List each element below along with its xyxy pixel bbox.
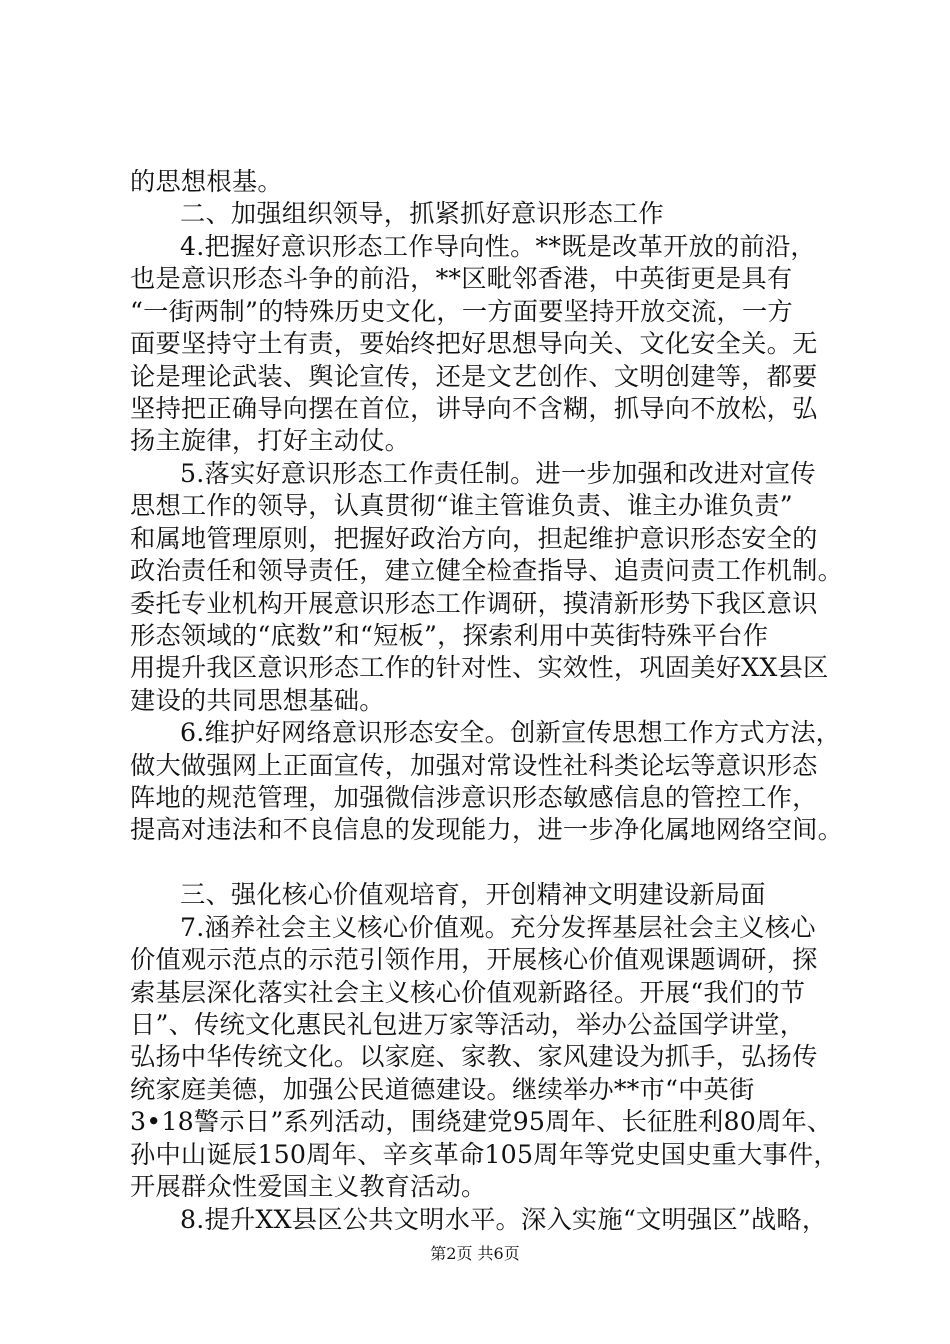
text-line: 提高对违法和不良信息的发现能力，进一步净化属地网络空间。 — [130, 815, 844, 845]
paragraph-start: 5.落实好意识形态工作责任制。进一步加强和改进对宣传 — [180, 458, 816, 488]
text-line: 阵地的规范管理，加强微信涉意识形态敏感信息的管控工作， — [130, 783, 818, 813]
paragraph-start: 7.涵养社会主义核心价值观。充分发挥基层社会主义核心 — [180, 912, 816, 942]
text-line: 也是意识形态斗争的前沿，**区毗邻香港，中英街更是具有 — [130, 264, 793, 294]
text-line: 索基层深化落实社会主义核心价值观新路径。开展“我们的节 — [130, 977, 806, 1007]
text-line: 弘扬中华传统文化。以家庭、家教、家风建设为抓手，弘扬传 — [130, 1042, 818, 1072]
text-line: 孙中山诞辰150周年、辛亥革命105周年等党史国史重大事件， — [130, 1139, 839, 1169]
paragraph-start: 8.提升XX县区公共文明水平。深入实施“文明强区”战略， — [180, 1204, 828, 1234]
text-line: 政治责任和领导责任，建立健全检查指导、追责问责工作机制。 — [130, 556, 844, 586]
text-line: 用提升我区意识形态工作的针对性、实效性，巩固美好XX县区 — [130, 653, 829, 683]
text-line: “一街两制”的特殊历史文化，一方面要坚持开放交流，一方 — [130, 296, 793, 326]
text-line: 扬主旋律，打好主动仗。 — [130, 426, 411, 456]
section-heading: 二、加强组织领导，抓紧抓好意识形态工作 — [180, 199, 664, 229]
text-line: 建设的共同思想基础。 — [130, 685, 385, 715]
text-line: 论是理论武装、舆论宣传，还是文艺创作、文明创建等，都要 — [130, 361, 818, 391]
text-line: 3•18警示日”系列活动，围绕建党95周年、长征胜利80周年、 — [130, 1107, 833, 1137]
section-heading: 三、强化核心价值观培育，开创精神文明建设新局面 — [180, 880, 766, 910]
text-line: 和属地管理原则，把握好政治方向，担起维护意识形态安全的 — [130, 523, 818, 553]
page-footer: 第2页 共6页 — [430, 1244, 520, 1263]
text-line: 委托专业机构开展意识形态工作调研，摸清新形势下我区意识 — [130, 588, 818, 618]
text-line: 价值观示范点的示范引领作用，开展核心价值观课题调研，探 — [130, 945, 818, 975]
text-line: 日”、传统文化惠民礼包进万家等活动，举办公益国学讲堂， — [130, 1010, 806, 1040]
text-line: 统家庭美德，加强公民道德建设。继续举办**市“中英街 — [130, 1074, 755, 1104]
text-line: 坚持把正确导向摆在首位，讲导向不含糊，抓导向不放松，弘 — [130, 393, 818, 423]
text-line: 形态领域的“底数”和“短板”，探索利用中英街特殊平台作 — [130, 620, 769, 650]
text-line: 做大做强网上正面宣传，加强对常设性社科类论坛等意识形态 — [130, 750, 818, 780]
paragraph-start: 6.维护好网络意识形态安全。创新宣传思想工作方式方法， — [180, 718, 842, 748]
text-line: 面要坚持守土有责，要始终把好思想导向关、文化安全关。无 — [130, 329, 818, 359]
text-line: 思想工作的领导，认真贯彻“谁主管谁负责、谁主办谁负责” — [130, 491, 793, 521]
text-line: 的思想根基。 — [130, 167, 283, 196]
paragraph-start: 4.把握好意识形态工作导向性。**既是改革开放的前沿， — [180, 231, 816, 261]
text-line: 开展群众性爱国主义教育活动。 — [130, 1172, 487, 1202]
